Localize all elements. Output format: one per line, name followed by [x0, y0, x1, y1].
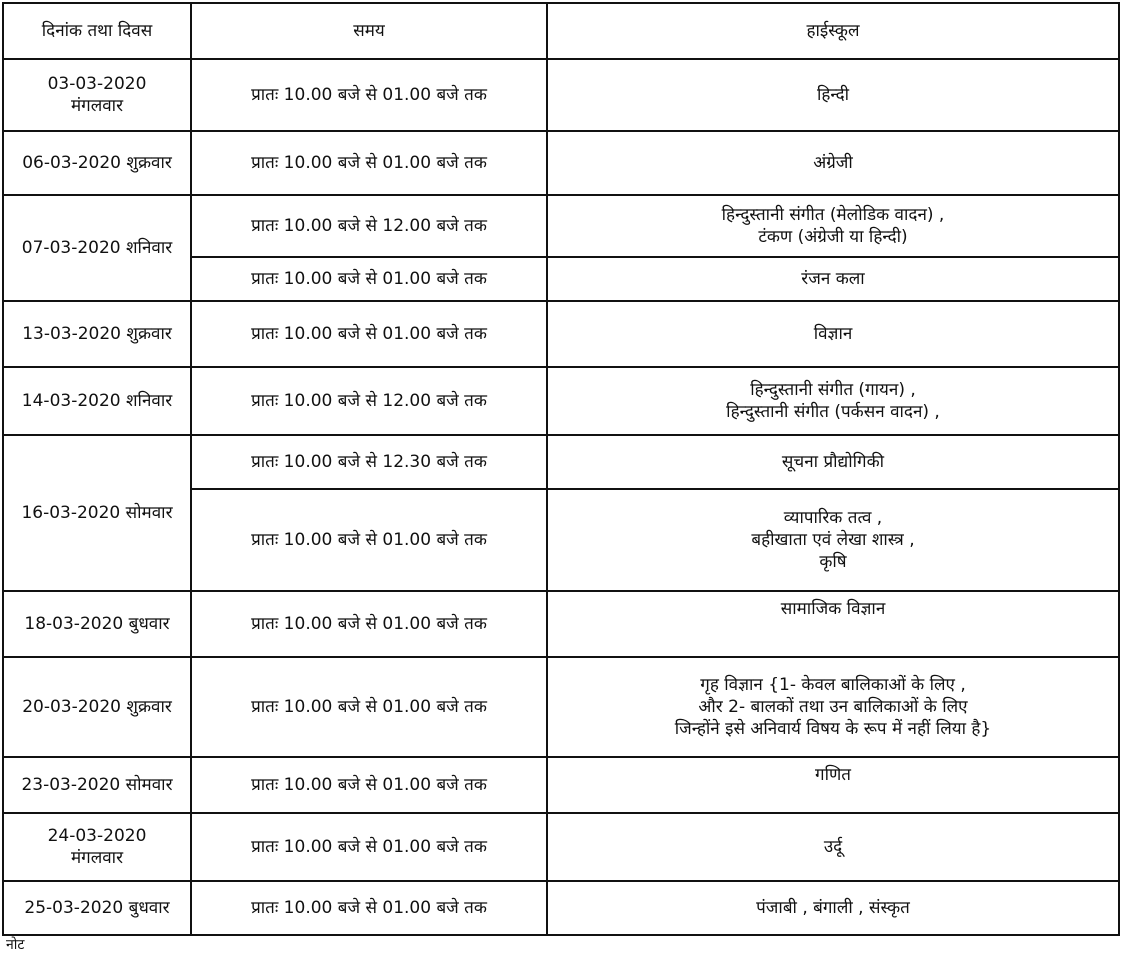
header-date: दिनांक तथा दिवस [3, 3, 191, 59]
subject-cell: गृह विज्ञान {1- केवल बालिकाओं के लिए , और 2- बालकों तथा उन बालिकाओं के लिए जिन्होंने इसे अनिवार्य विषय के रूप में नहीं लिया है} [547, 657, 1119, 757]
time-cell: प्रातः 10.00 बजे से 01.00 बजे तक [191, 131, 547, 195]
time-cell: प्रातः 10.00 बजे से 01.00 बजे तक [191, 881, 547, 935]
subject-cell: व्यापारिक तत्व , बहीखाता एवं लेखा शास्त्र , कृषि [547, 489, 1119, 591]
table-row [3, 757, 1119, 813]
date-cell: 18-03-2020 बुधवार [3, 591, 191, 657]
date-cell: 24-03-2020 मंगलवार [3, 813, 191, 881]
table-row [3, 301, 1119, 367]
subject-cell: अंग्रेजी [547, 131, 1119, 195]
time-cell: प्रातः 10.00 बजे से 01.00 बजे तक [191, 489, 547, 591]
date-cell: 06-03-2020 शुक्रवार [3, 131, 191, 195]
subject-cell: हिन्दुस्तानी संगीत (गायन) , हिन्दुस्तानी संगीत (पर्कसन वादन) , [547, 367, 1119, 435]
date-cell: 13-03-2020 शुक्रवार [3, 301, 191, 367]
time-cell: प्रातः 10.00 बजे से 01.00 बजे तक [191, 757, 547, 813]
table-row [3, 59, 1119, 131]
table-row [3, 591, 1119, 657]
date-cell: 03-03-2020 मंगलवार [3, 59, 191, 131]
subject-cell: सामाजिक विज्ञान [547, 591, 1119, 657]
header-row [3, 3, 1119, 59]
time-cell: प्रातः 10.00 बजे से 12.00 बजे तक [191, 195, 547, 257]
table-row [3, 881, 1119, 935]
subject-cell: विज्ञान [547, 301, 1119, 367]
time-cell: प्रातः 10.00 बजे से 01.00 बजे तक [191, 59, 547, 131]
time-cell: प्रातः 10.00 बजे से 01.00 बजे तक [191, 657, 547, 757]
table-row [3, 367, 1119, 435]
time-cell: प्रातः 10.00 बजे से 12.00 बजे तक [191, 367, 547, 435]
table-row [3, 657, 1119, 757]
date-cell: 14-03-2020 शनिवार [3, 367, 191, 435]
date-cell: 07-03-2020 शनिवार [3, 195, 191, 301]
date-cell: 23-03-2020 सोमवार [3, 757, 191, 813]
subject-cell: रंजन कला [547, 257, 1119, 301]
note-label: नोट [6, 937, 25, 953]
subject-cell: गणित [547, 757, 1119, 813]
subject-cell: हिन्दुस्तानी संगीत (मेलोडिक वादन) , टंकण (अंग्रेजी या हिन्दी) [547, 195, 1119, 257]
table-row [3, 435, 1119, 489]
time-cell: प्रातः 10.00 बजे से 01.00 बजे तक [191, 591, 547, 657]
subject-cell: हिन्दी [547, 59, 1119, 131]
date-cell: 16-03-2020 सोमवार [3, 435, 191, 591]
exam-schedule-table [2, 2, 1120, 936]
date-cell: 20-03-2020 शुक्रवार [3, 657, 191, 757]
subject-cell: सूचना प्रौद्योगिकी [547, 435, 1119, 489]
time-cell: प्रातः 10.00 बजे से 01.00 बजे तक [191, 301, 547, 367]
time-cell: प्रातः 10.00 बजे से 01.00 बजे तक [191, 257, 547, 301]
time-cell: प्रातः 10.00 बजे से 01.00 बजे तक [191, 813, 547, 881]
subject-cell: पंजाबी , बंगाली , संस्कृत [547, 881, 1119, 935]
time-cell: प्रातः 10.00 बजे से 12.30 बजे तक [191, 435, 547, 489]
header-subject: हाईस्कूल [547, 3, 1119, 59]
header-time: समय [191, 3, 547, 59]
table-row [3, 813, 1119, 881]
table-row [3, 195, 1119, 257]
subject-cell: उर्दू [547, 813, 1119, 881]
table-row [3, 131, 1119, 195]
date-cell: 25-03-2020 बुधवार [3, 881, 191, 935]
